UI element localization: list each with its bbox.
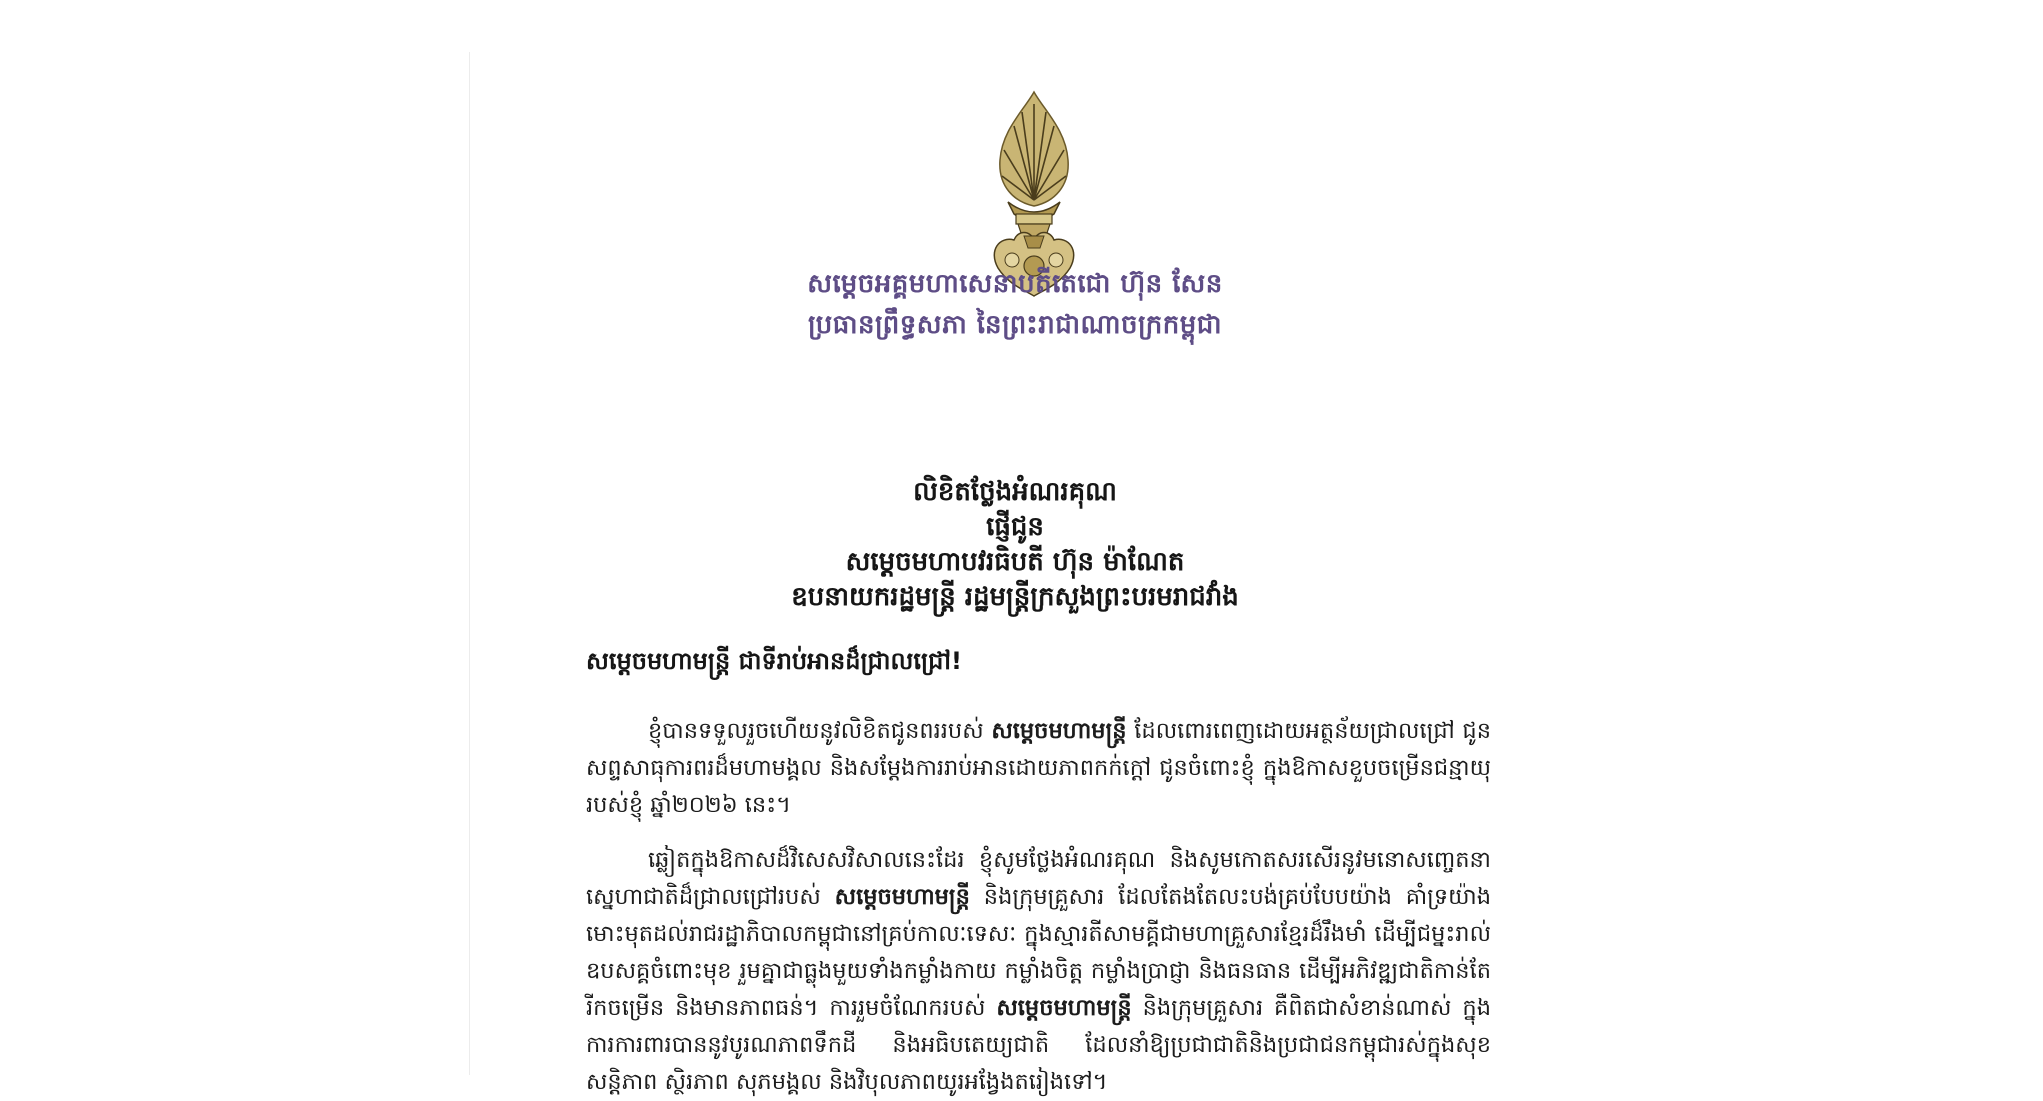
recipient-honorific: សម្តេចមហាមន្ត្រី [834, 883, 970, 910]
paragraph-text: ខ្ញុំបានទទួលរួចហើយនូវលិខិតជូនពររបស់ [648, 717, 992, 744]
recipient-title: ឧបនាយករដ្ឋមន្ត្រី រដ្ឋមន្ត្រីក្រសួងព្រះបរមរាជវាំង [791, 582, 1239, 612]
author-title: ប្រធានព្រឹទ្ធសភា នៃព្រះរាជាណាចក្រកម្ពុជា [807, 310, 1223, 340]
paragraph-text: ដែលពោរពេញដោយអត្ថន័យជ្រាលជ្រៅ ជូនសព្ទសាធុការពរដ៏មហាមង្គល និងសម្តែងការរាប់អានដោយភាពកក់ក្តៅ ជូនចំពោះខ្ញុំ ក្នុងឱកាសខួបចម្រើនជន្មាយុរបស់ខ្ញុំ ឆ្នាំ២០២៦ នេះ។ [586, 717, 1491, 818]
paragraph-1 [586, 713, 1491, 824]
paragraph-text: និងក្រុមគ្រួសារ ដែលតែងតែលះបង់គ្រប់បែបយ៉ាង គាំទ្រយ៉ាងមោះមុតដល់រាជរដ្ឋាភិបាលកម្ពុជានៅគ្រប់កាលៈទេសៈ ក្នុងស្មារតីសាមគ្គីជាមហាគ្រួសារខ្មែរដ៏រឹងមាំ ដើម្បីជម្នះរាល់ឧបសគ្គចំពោះមុខ រួមគ្នាជាធ្លុងមួយទាំងកម្លាំងកាយ កម្លាំងចិត្ត កម្លាំងប្រាជ្ញា និងធនធាន ដើម្បីអភិវឌ្ឍជាតិកាន់តែរីកចម្រើន និងមានភាពធន់។ ការរួមចំណែករបស់ [586, 883, 1492, 1021]
letter-title: លិខិតថ្លែងអំណរគុណ [913, 477, 1117, 507]
letter-page [470, 52, 1560, 1095]
salutation: សម្តេចមហាមន្ត្រី ជាទីរាប់អានដ៏ជ្រាលជ្រៅ! [586, 647, 962, 675]
paragraph-text: ឆ្លៀតក្នុងឱកាសដ៏វិសេសវិសាលនេះដែរ ខ្ញុំសូមថ្លែងអំណរគុណ និងសូមកោតសរសើរនូវមនោសញ្ចេតនាស្នេហាជាតិដ៏ជ្រាលជ្រៅរបស់ [586, 846, 1491, 910]
letter-sent-to: ផ្ញើជូន [986, 512, 1044, 542]
author-name: សម្តេចអគ្គមហាសេនាបតីតេជោ ហ៊ុន សែន [807, 269, 1223, 299]
recipient-honorific: សម្តេចមហាមន្ត្រី [991, 717, 1127, 744]
paragraph-text: និងក្រុមគ្រួសារ គឺពិតជាសំខាន់ណាស់ ក្នុងការការពារបាននូវបូរណភាពទឹកដី និងអធិបតេយ្យជាតិ ដែលនាំឱ្យប្រជាជាតិនិងប្រជាជនកម្ពុជារស់ក្នុងសុខសន្តិភាព ស្ថិរភាព សុភមង្គល និងវិបុលភាពយូរអង្វែងតរៀងទៅ។ [586, 994, 1491, 1095]
paragraph-2 [586, 842, 1491, 1101]
recipient-honorific: សម្តេចមហាមន្ត្រី [996, 994, 1132, 1021]
recipient-name: សម្តេចមហាបវរធិបតី ហ៊ុន ម៉ាណែត [845, 547, 1185, 577]
